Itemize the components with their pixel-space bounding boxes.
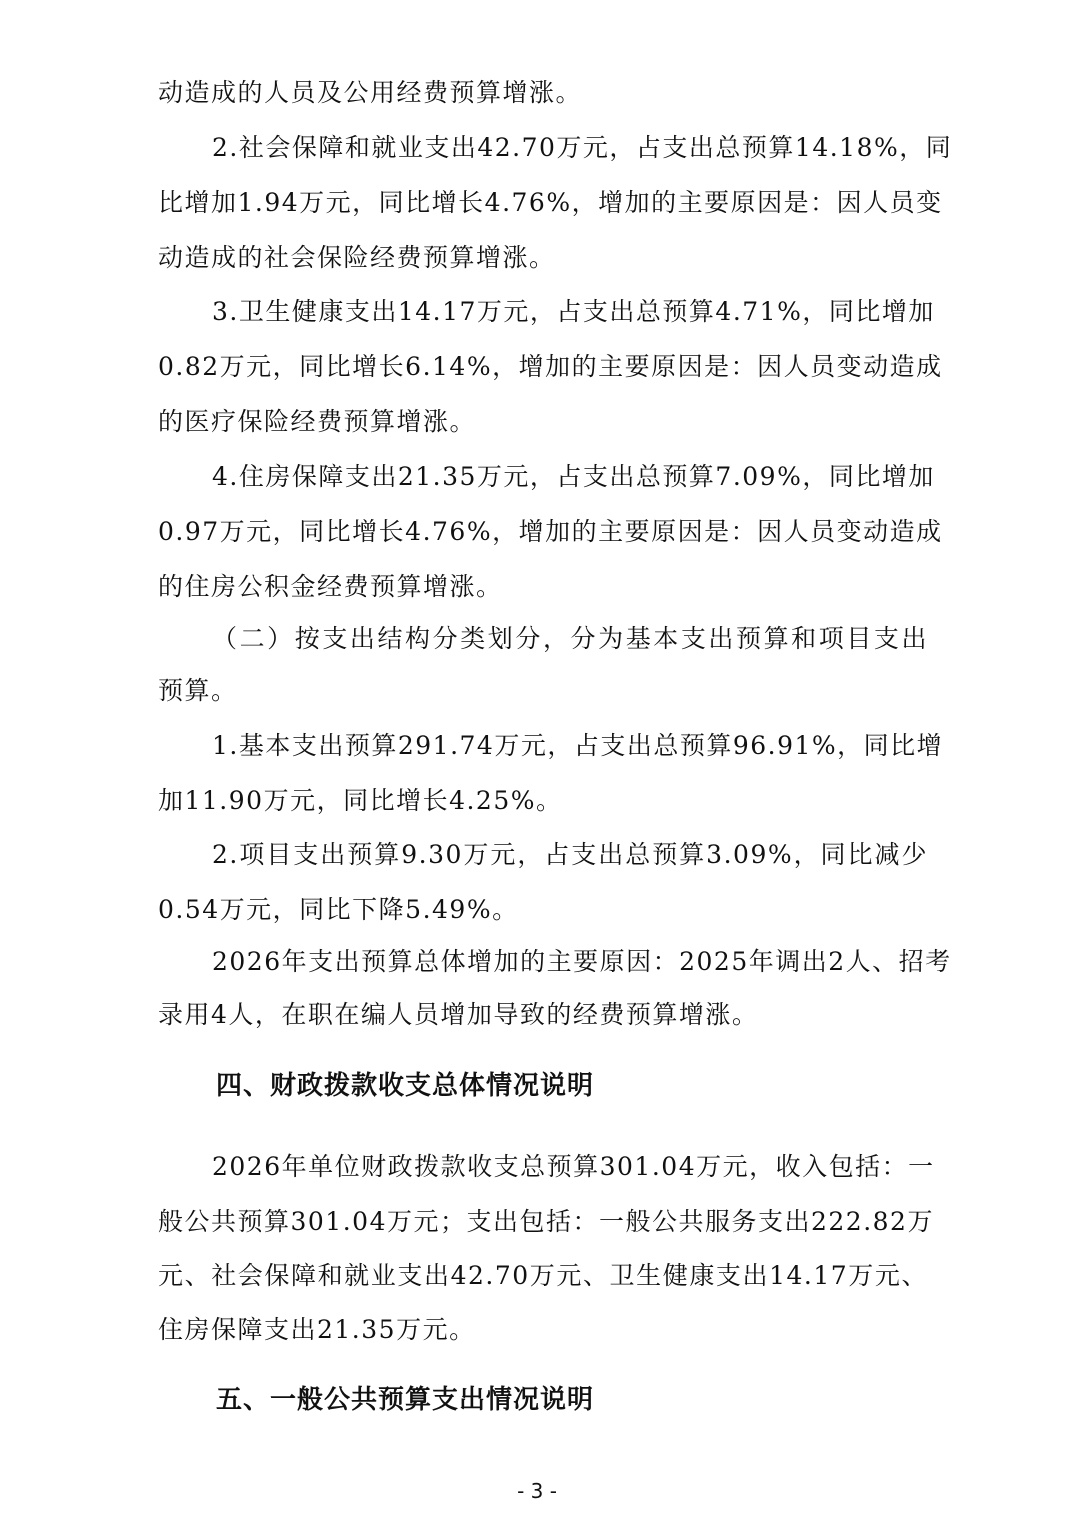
paragraph-line: 的医疗保险经费预算增涨。 (158, 407, 477, 436)
paragraph-line: 加11.90万元，同比增长4.25%。 (158, 786, 563, 815)
paragraph-line: 的住房公积金经费预算增涨。 (158, 572, 503, 601)
paragraph-line: 2.项目支出预算9.30万元，占支出总预算3.09%，同比减少 (212, 840, 928, 869)
paragraph-line: 元、社会保障和就业支出42.70万元、卫生健康支出14.17万元、 (158, 1261, 928, 1290)
paragraph-line: 般公共预算301.04万元；支出包括：一般公共服务支出222.82万 (158, 1207, 934, 1236)
paragraph-line: 0.54万元，同比下降5.49%。 (158, 895, 519, 924)
paragraph-line: 预算。 (158, 676, 238, 705)
paragraph-line: 3.卫生健康支出14.17万元，占支出总预算4.71%，同比增加 (212, 297, 935, 326)
paragraph-line: 2026年支出预算总体增加的主要原因：2025年调出2人、招考 (212, 947, 952, 976)
section-heading-5: 五、一般公共预算支出情况说明 (216, 1385, 595, 1415)
paragraph-line: 2026年单位财政拨款收支总预算301.04万元，收入包括：一 (212, 1152, 935, 1181)
section-heading-4: 四、财政拨款收支总体情况说明 (216, 1071, 595, 1101)
paragraph-line: 动造成的社会保险经费预算增涨。 (158, 243, 556, 272)
paragraph-line: 4.住房保障支出21.35万元，占支出总预算7.09%，同比增加 (212, 462, 935, 491)
paragraph-line: 1.基本支出预算291.74万元，占支出总预算96.91%，同比增 (212, 731, 944, 760)
paragraph-line: 2.社会保障和就业支出42.70万元，占支出总预算14.18%，同 (212, 133, 953, 162)
paragraph-line: 录用4人，在职在编人员增加导致的经费预算增涨。 (158, 1000, 759, 1029)
page-number: - 3 - (517, 1479, 557, 1503)
paragraph-line: 0.97万元，同比增长4.76%，增加的主要原因是：因人员变动造成 (158, 517, 943, 546)
paragraph-line: 0.82万元，同比增长6.14%，增加的主要原因是：因人员变动造成 (158, 352, 943, 381)
paragraph-line: 住房保障支出21.35万元。 (158, 1315, 476, 1344)
paragraph-line: 比增加1.94万元，同比增长4.76%，增加的主要原因是：因人员变 (158, 188, 943, 217)
paragraph-line: 动造成的人员及公用经费预算增涨。 (158, 78, 583, 107)
paragraph-line: （二）按支出结构分类划分，分为基本支出预算和项目支出 (212, 624, 928, 653)
